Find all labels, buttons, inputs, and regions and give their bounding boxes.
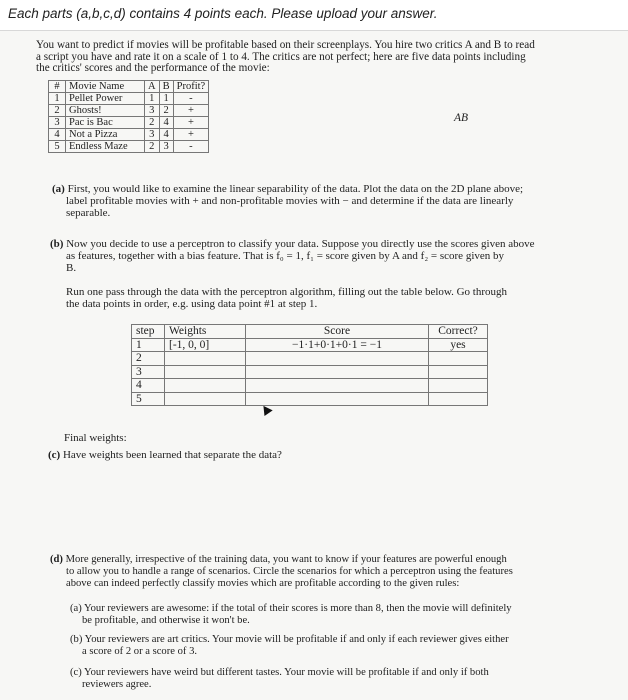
question-line: More generally, irrespective of the training data, you want to know if your features are powerful enough bbox=[65, 554, 507, 565]
column-header: Movie Name bbox=[66, 81, 145, 93]
table-row bbox=[49, 93, 209, 105]
part-label: (c) bbox=[48, 449, 61, 461]
table-cell: 1 bbox=[49, 93, 66, 105]
part-label: (b) bbox=[50, 238, 64, 250]
intro-line: You want to predict if movies will be profitable based on their screenplays. You hire two critics A and B to read bbox=[36, 39, 535, 51]
correct-cell[interactable] bbox=[429, 352, 488, 366]
column-header: B bbox=[159, 81, 173, 93]
column-header: # bbox=[49, 81, 66, 93]
part-b-instructions bbox=[66, 287, 507, 311]
part-label: (d) bbox=[50, 554, 63, 565]
option-label: (a) bbox=[70, 603, 82, 614]
table-cell: Ghosts! bbox=[66, 105, 145, 117]
intro-line: the critics' scores and the performance of the movie: bbox=[36, 62, 270, 74]
table-row bbox=[132, 352, 488, 366]
instruction-banner bbox=[0, 0, 628, 31]
column-header: step bbox=[132, 325, 165, 339]
table-cell: + bbox=[173, 105, 209, 117]
table-cell: 5 bbox=[49, 141, 66, 153]
weights-cell[interactable] bbox=[165, 365, 246, 379]
option-line: Your reviewers are awesome: if the total of their scores is more than 8, then the movie will definitely bbox=[84, 603, 512, 614]
table-cell: - bbox=[173, 93, 209, 105]
scenario-option-c[interactable] bbox=[70, 667, 489, 691]
step-cell: 5 bbox=[132, 392, 165, 406]
table-cell: Pac is Bac bbox=[66, 117, 145, 129]
weights-cell[interactable]: [-1, 0, 0] bbox=[165, 338, 246, 352]
perceptron-steps-table bbox=[131, 324, 488, 406]
question-line: label profitable movies with + and non-profitable movies with − and determine if the data are linearly bbox=[66, 194, 514, 207]
table-row bbox=[132, 365, 488, 379]
question-line: to allow you to handle a range of scenarios. Circle the scenarios for which a perceptron using the features bbox=[66, 565, 513, 577]
column-header: A bbox=[145, 81, 160, 93]
column-header: Profit? bbox=[173, 81, 209, 93]
question-line: Run one pass through the data with the perceptron algorithm, filling out the table below. Go through bbox=[66, 286, 508, 298]
weights-cell[interactable] bbox=[165, 392, 246, 406]
table-cell: 1 bbox=[159, 93, 173, 105]
table-cell: Not a Pizza bbox=[66, 129, 145, 141]
question-line: as features, together with a bias feature. That is f₀ = 1, f₁ = score given by A and f₂ = score given by bbox=[66, 249, 505, 262]
table-header-row bbox=[49, 81, 209, 93]
table-row bbox=[49, 129, 209, 141]
table-row bbox=[49, 117, 209, 129]
correct-cell[interactable] bbox=[429, 379, 488, 393]
intro-line: a script you have and rate it on a scale of 1 to 4. The critics are not perfect; here are five data points including bbox=[36, 50, 526, 63]
table-cell: 3 bbox=[159, 141, 173, 153]
step-cell: 3 bbox=[132, 365, 165, 379]
column-header: Score bbox=[246, 325, 429, 339]
score-cell[interactable] bbox=[246, 365, 429, 379]
weights-cell[interactable] bbox=[165, 379, 246, 393]
table-row bbox=[132, 338, 488, 352]
table-cell: + bbox=[173, 117, 209, 129]
part-a-question bbox=[52, 184, 523, 219]
table-cell: + bbox=[173, 129, 209, 141]
option-label: (b) bbox=[70, 634, 83, 645]
table-cell: 3 bbox=[145, 105, 160, 117]
table-row bbox=[132, 379, 488, 393]
table-cell: 4 bbox=[159, 117, 173, 129]
table-cell: 2 bbox=[159, 105, 173, 117]
question-line: the data points in order, e.g. using data point #1 at step 1. bbox=[66, 297, 318, 310]
instruction-text: Each parts (a,b,c,d) contains 4 points each. Please upload your answer. bbox=[8, 6, 438, 21]
option-line: a score of 2 or a score of 3. bbox=[82, 645, 198, 657]
scenario-option-b[interactable] bbox=[70, 634, 509, 658]
step-cell: 1 bbox=[132, 338, 165, 352]
table-row bbox=[132, 392, 488, 406]
table-cell: - bbox=[173, 141, 209, 153]
part-c-question bbox=[48, 450, 282, 462]
step-cell: 4 bbox=[132, 379, 165, 393]
problem-intro bbox=[36, 40, 596, 75]
part-label: (a) bbox=[52, 183, 65, 195]
table-cell: Endless Maze bbox=[66, 141, 145, 153]
table-cell: 3 bbox=[49, 117, 66, 129]
table-cell: 4 bbox=[159, 129, 173, 141]
column-header: Correct? bbox=[429, 325, 488, 339]
table-cell: 1 bbox=[145, 93, 160, 105]
column-header: Weights bbox=[165, 325, 246, 339]
score-cell[interactable] bbox=[246, 352, 429, 366]
correct-cell[interactable]: yes bbox=[429, 338, 488, 352]
table-cell: 2 bbox=[49, 105, 66, 117]
option-line: be profitable, and otherwise it won't be. bbox=[82, 614, 250, 626]
option-line: reviewers agree. bbox=[82, 678, 152, 690]
question-line: Have weights been learned that separate the data? bbox=[62, 449, 282, 461]
part-d-question bbox=[50, 554, 513, 589]
table-cell: 2 bbox=[145, 117, 160, 129]
question-line: above can indeed perfectly classify movies which are profitable according to the given rules: bbox=[66, 577, 460, 589]
option-line: Your reviewers have weird but different tastes. Your movie will be profitable if and only if both bbox=[84, 667, 489, 678]
table-cell: 4 bbox=[49, 129, 66, 141]
part-b-question bbox=[50, 239, 535, 274]
table-cell: Pellet Power bbox=[66, 93, 145, 105]
step-cell: 2 bbox=[132, 352, 165, 366]
question-line: separable. bbox=[66, 206, 111, 219]
correct-cell[interactable] bbox=[429, 365, 488, 379]
table-cell: 2 bbox=[145, 141, 160, 153]
table-cell: 3 bbox=[145, 129, 160, 141]
correct-cell[interactable] bbox=[429, 392, 488, 406]
score-cell[interactable] bbox=[246, 379, 429, 393]
table-row bbox=[49, 141, 209, 153]
score-cell[interactable]: −1·1+0·1+0·1 = −1 bbox=[246, 338, 429, 352]
question-line: B. bbox=[66, 261, 77, 274]
score-cell[interactable] bbox=[246, 392, 429, 406]
question-line: First, you would like to examine the linear separability of the data. Plot the data on the 2D plane above; bbox=[67, 183, 524, 195]
weights-cell[interactable] bbox=[165, 352, 246, 366]
plot-axis-label: AB bbox=[454, 112, 469, 124]
option-line: Your reviewers are art critics. Your movie will be profitable if and only if each reviewer gives either bbox=[84, 634, 509, 645]
scenario-option-a[interactable] bbox=[70, 603, 512, 627]
movie-scores-table bbox=[48, 80, 209, 153]
question-line: Now you decide to use a perceptron to classify your data. Suppose you directly use the scores given above bbox=[66, 238, 535, 250]
table-header-row bbox=[132, 325, 488, 339]
table-row bbox=[49, 105, 209, 117]
final-weights-label: Final weights: bbox=[64, 432, 127, 444]
option-label: (c) bbox=[70, 667, 82, 678]
